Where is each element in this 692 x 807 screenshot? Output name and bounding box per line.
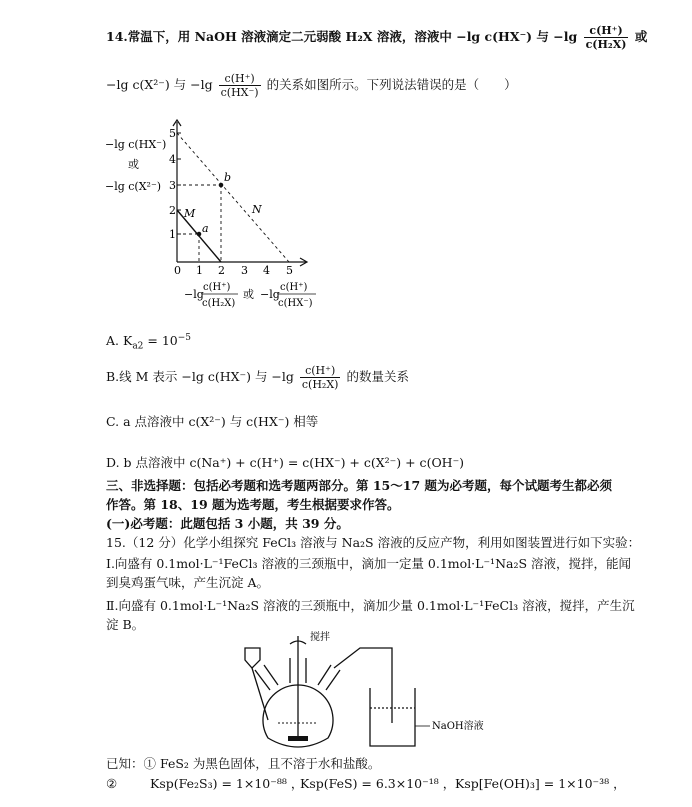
option-a-tail: = 10: [143, 333, 178, 349]
label-a: a: [202, 222, 209, 235]
q15-line1: 15.（12 分）化学小组探究 FeCl₃ 溶液与 Na₂S 溶液的反应产物，利用如图装置进行如下实验：: [106, 535, 641, 550]
x-tick-3: 3: [241, 264, 248, 277]
section3-line3: (一)必考题：此题包括 3 小题，共 39 分。: [106, 516, 349, 531]
option-b-b: 的数量关系: [346, 369, 409, 384]
known-2-num: ②: [106, 776, 118, 791]
frac-num: c(H⁺): [219, 72, 261, 86]
line-N: [177, 133, 289, 262]
y-tick-3: 3: [169, 179, 176, 192]
q14-fraction-2: [219, 72, 261, 99]
option-a-sub: a2: [132, 341, 144, 352]
x-tick-2: 2: [218, 264, 225, 277]
y-tick-2: 2: [169, 204, 176, 217]
y-label-2: 或: [128, 158, 139, 171]
q15-line5: 淀 B。: [106, 617, 145, 632]
frac-num: c(H⁺): [300, 364, 341, 378]
q15-line3: 到臭鸡蛋气味，产生沉淀 A。: [106, 575, 270, 590]
known-1: 已知：① FeS₂ 为黑色固体，且不溶于水和盐酸。: [106, 756, 381, 771]
option-b-fraction: [300, 364, 341, 391]
frac-den: c(H₂X): [301, 378, 339, 391]
ksp-feoh3: Ksp[Fe(OH)₃] = 1×10⁻³⁸ ，: [455, 776, 626, 791]
naoh-label: NaOH溶液: [432, 721, 484, 732]
q15-line4: Ⅱ.向盛有 0.1mol·L⁻¹Na₂S 溶液的三颈瓶中，滴加少量 0.1mol·L⁻¹FeCl₃ 溶液，搅拌，产生沉: [106, 598, 635, 613]
x-tick-0: 0: [174, 264, 181, 277]
section3-line2: 作答。第 18、19 题为选考题，考生根据要求作答。: [106, 497, 400, 512]
apparatus-diagram: [230, 628, 490, 758]
dropping-funnel: [245, 648, 260, 668]
y-label-3: −lg c(X²⁻): [105, 180, 162, 193]
frac-den: c(H₂X): [585, 38, 627, 51]
option-a-text: A. K: [106, 333, 133, 349]
q14-line2-b: 的关系如图所示。下列说法错误的是（ ）: [266, 77, 517, 92]
label-N: N: [252, 203, 262, 216]
x-label-lg-2: −lg: [260, 288, 280, 301]
x-label-frac1-num: c(H⁺): [203, 282, 231, 293]
q14-line2: [106, 72, 517, 99]
label-b: b: [224, 171, 232, 184]
x-tick-5: 5: [286, 264, 293, 277]
stir-label: 搅拌: [310, 632, 330, 643]
point-b: [219, 183, 224, 188]
y-tick-1: 1: [169, 228, 176, 241]
q14-line1: [106, 24, 647, 51]
y-tick-5: 5: [169, 127, 176, 140]
option-a-sup: −5: [177, 333, 192, 343]
stir-bar: [288, 736, 308, 741]
y-tick-4: 4: [169, 153, 176, 166]
x-tick-1: 1: [196, 264, 203, 277]
x-tick-4: 4: [263, 264, 270, 277]
q14-line1-text: 14.常温下，用 NaOH 溶液滴定二元弱酸 H₂X 溶液，溶液中 −lg c(HX⁻) 与 −lg: [106, 29, 578, 44]
option-c-text: C. a 点溶液中 c(X²⁻) 与 c(HX⁻) 相等: [106, 414, 319, 429]
option-b-a: B.线 M 表示 −lg c(HX⁻) 与 −lg: [106, 369, 294, 384]
q14-graph: [100, 112, 340, 322]
point-a: [197, 232, 202, 237]
x-label-lg-1: −lg: [184, 288, 204, 301]
y-label-1: −lg c(HX⁻): [105, 138, 167, 151]
frac-num: c(H⁺): [584, 24, 629, 38]
x-label-or: 或: [243, 288, 254, 301]
x-label-frac2-den: c(HX⁻): [278, 298, 313, 309]
ksp-fes: Ksp(FeS) = 6.3×10⁻¹⁸ ，: [300, 776, 456, 791]
frac-den: c(HX⁻): [220, 86, 259, 99]
option-a: [106, 330, 191, 355]
section3-line1: 三、非选择题：包括必考题和选考题两部分。第 15～17 题为必考题，每个试题考生都必须: [106, 478, 612, 493]
q14-line2-a: −lg c(X²⁻) 与 −lg: [106, 77, 213, 92]
option-b: [106, 364, 409, 391]
q14-fraction-1: [584, 24, 629, 51]
x-label-frac2-num: c(H⁺): [280, 282, 308, 293]
x-label-frac1-den: c(H₂X): [202, 298, 236, 309]
label-M: M: [184, 207, 196, 220]
q15-line2: Ⅰ.向盛有 0.1mol·L⁻¹FeCl₃ 溶液的三颈瓶中，滴加一定量 0.1mol·L⁻¹Na₂S 溶液，搅拌，能闻: [106, 556, 632, 571]
option-d: [106, 455, 464, 471]
gas-tube: [334, 648, 392, 723]
option-c: [106, 414, 318, 430]
q14-line1-tail: 或: [634, 29, 648, 44]
option-d-text: D. b 点溶液中 c(Na⁺) + c(H⁺) = c(HX⁻) + c(X²⁻) + c(OH⁻): [106, 455, 465, 470]
ksp-fe2s3: Ksp(Fe₂S₃) = 1×10⁻⁸⁸ ，: [150, 776, 304, 791]
